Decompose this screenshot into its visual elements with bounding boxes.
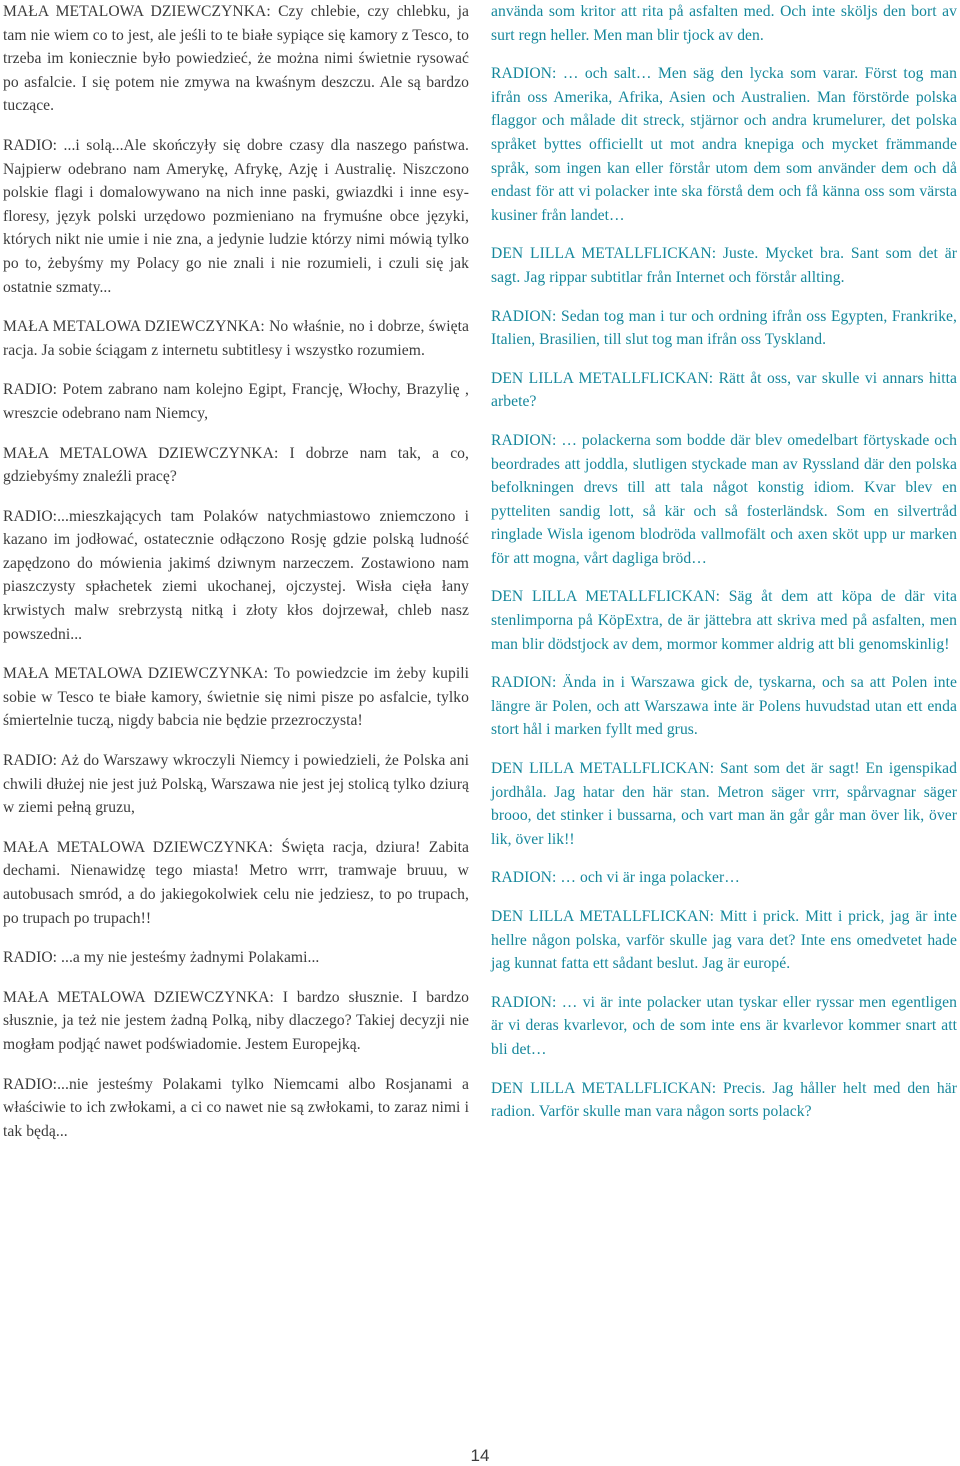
- swedish-paragraph: RADION: … och vi är inga polacker…: [491, 869, 740, 887]
- swedish-paragraph: DEN LILLA METALLFLICKAN: Juste. Mycket bra. Sant som det är sagt. Jag rippar subtitlar från Internet och förstår allting.: [491, 245, 957, 286]
- swedish-paragraph: DEN LILLA METALLFLICKAN: Precis. Jag håller helt med den här radion. Varför skulle man vara någon sorts polack?: [491, 1079, 957, 1121]
- polish-paragraph: RADIO: Aż do Warszawy wkroczyli Niemcy i powiedzieli, że Polska ani chwili dłużej nie jest już Polską, Warszawa nie jest jej stolicą tylko dziurą w ziemi pełną gruzu,: [3, 752, 469, 817]
- swedish-column: [491, 0, 957, 1139]
- polish-paragraph: MAŁA METALOWA DZIEWCZYNKA: I bardzo słusznie. I bardzo słusznie, ja też nie jestem żadną Polką, niby dlaczego? Takiej decyzji nie mogłam podjąć nawet podświadomie. Jestem Europejką.: [3, 988, 469, 1053]
- polish-paragraph: RADIO: ...a my nie jesteśmy żadnymi Polakami...: [3, 949, 320, 967]
- swedish-paragraph: RADION: … vi är inte polacker utan tyskar eller ryssar men egentligen är vi deras kvarlevor, och de som inte ens är kvarlevor kommer snart att bli det…: [491, 993, 957, 1058]
- polish-paragraph: RADIO:...nie jesteśmy Polakami tylko Niemcami albo Rosjanami a właściwie to ich zwłokami, a ci co nawet nie są zwłokami, to zaraz nimi i tak będą...: [3, 1075, 469, 1140]
- polish-paragraph: RADIO: ...i solą...Ale skończyły się dobre czasy dla naszego państwa. Najpierw odebrano nam Amerykę, Afrykę, Azję i Australię. Niszczono polskie flagi i domalowywano na nich inne paski, gwiazdki i inne esy-floresy, język polski urzędowo pozmieniano na frymuśne obce języki, których nikt nie umie i nie zna, a jedynie ludzie którzy nimi mówią tylko po to, żebyśmy my Polacy go nie znali i nie rozumieli, i czuli się jak ostatnie szmaty...: [3, 136, 469, 296]
- swedish-paragraph: RADION: Sedan tog man i tur och ordning ifrån oss Egypten, Frankrike, Italien, Brasilien, till slut tog man ifrån oss Tyskland.: [491, 307, 957, 349]
- swedish-paragraph: DEN LILLA METALLFLICKAN: Rätt åt oss, var skulle vi annars hitta arbete?: [491, 369, 957, 411]
- polish-column: [3, 0, 469, 1159]
- swedish-paragraph: DEN LILLA METALLFLICKAN: Mitt i prick. Mitt i prick, jag är inte hellre någon polska, varför skulle jag vara det? Inte ens omedvetet hade jag kunnat fatta ett sådant beslut. Jag är europé.: [491, 908, 957, 973]
- swedish-paragraph: DEN LILLA METALLFLICKAN: Sant som det är sagt! En igenspikad jordhåla. Jag hatar den här stan. Metron säger vrrr, spårvagnar säger brooo, det stinker i bussarna, och vart man än går går man över lik, över lik, över lik!!: [491, 760, 957, 848]
- swedish-paragraph: DEN LILLA METALLFLICKAN: Säg åt dem att köpa de där vita stenlimporna på KöpExtra, de är jättebra att skriva med på asfalten, men man blir dödstjock av dem, mormor kommer aldrig att bli genomskinlig!: [491, 588, 957, 653]
- polish-paragraph: RADIO:...mieszkających tam Polaków natychmiastowo zniemczono i kazano im jodłować, ostatecznie odłączono Rosję gdzie polską ludność zapędzono do mówienia jakimś dziwnym narzeczem. Zostawiono nam piaszczysty spłachetek ziemi ukochanej, ojczystej. Wisła cięła łany krwistych malw srebrzystą nitką i złoty kłos dojrzewał, chleb nasz powszedni...: [3, 507, 469, 643]
- polish-paragraph: MAŁA METALOWA DZIEWCZYNKA: Czy chlebie, czy chlebku, ja tam nie wiem co to jest, ale jeśli to te białe sypiące się kamory z Tesco, to trzeba im koniecznie było powiedzieć, że można nimi świetnie rysować po asfalcie. I się potem nie zmywa na kwaśnym deszczu. Ale są bardzo tuczące.: [3, 3, 469, 115]
- page-number: 14: [470, 1446, 490, 1465]
- polish-paragraph: MAŁA METALOWA DZIEWCZYNKA: To powiedzcie im żeby kupili sobie w Tesco te białe kamory, świetnie się nimi pisze po asfalcie, tylko śmiertelnie tuczą, nigdy babcia nie będzie przezroczysta!: [3, 665, 469, 730]
- swedish-paragraph: RADION: … polackerna som bodde där blev omedelbart förtyskade och beordrades att joddla, slutligen styckade man av Ryssland där den polska befolkningen drevs till att tala något konstig idiom. Kvar blev en pytteliten sandig lott, så kär och så fosterländsk. Som en silvertråd ringlade Wisla igenom blodröda vallmofält och axen sköt upp ur marken för att mogna, vårt dagliga bröd…: [491, 431, 957, 567]
- polish-paragraph: MAŁA METALOWA DZIEWCZYNKA: Święta racja, dziura! Zabita dechami. Nienawidzę tego miasta! Metro wrrr, tramwaje bruuu, w autobusach smród, a do jakiegokolwiek celu nie jedziesz, to po trupach, po trupach po trupach!!: [3, 838, 469, 927]
- swedish-paragraph: RADION: … och salt… Men säg den lycka som varar. Först tog man ifrån oss Amerika, Afrika, Asien och Australien. Man förstörde polska flaggor och målade dit streck, stjärnor och andra krumelurer, det polska språket byttes officiellt ut mot andra knepiga och mycket främmande språk, som ingen kan eller förstår utom dem som använder dem och då endast för att vi polacker inte ska förstå dem och få känna oss som värsta kusiner från landet…: [491, 65, 957, 224]
- swedish-paragraph: använda som kritor att rita på asfalten med. Och inte sköljs den bort av surt regn heller. Men man blir tjock av den.: [491, 3, 957, 44]
- polish-paragraph: MAŁA METALOWA DZIEWCZYNKA: No właśnie, no i dobrze, święta racja. Ja sobie ściągam z internetu subtitlesy i wszystko rozumiem.: [3, 318, 469, 359]
- swedish-paragraph: RADION: Ända in i Warszawa gick de, tyskarna, och sa att Polen inte längre är Polen, och att Warszawa inte är Polens huvudstad utan ett enda stort hål i marken fyllt med grus.: [491, 674, 957, 739]
- polish-paragraph: MAŁA METALOWA DZIEWCZYNKA: I dobrze nam tak, a co, gdziebyśmy znaleźli pracę?: [3, 444, 469, 486]
- polish-paragraph: RADIO: Potem zabrano nam kolejno Egipt, Francję, Włochy, Brazylię , wreszcie odebrano nam Niemcy,: [3, 381, 469, 422]
